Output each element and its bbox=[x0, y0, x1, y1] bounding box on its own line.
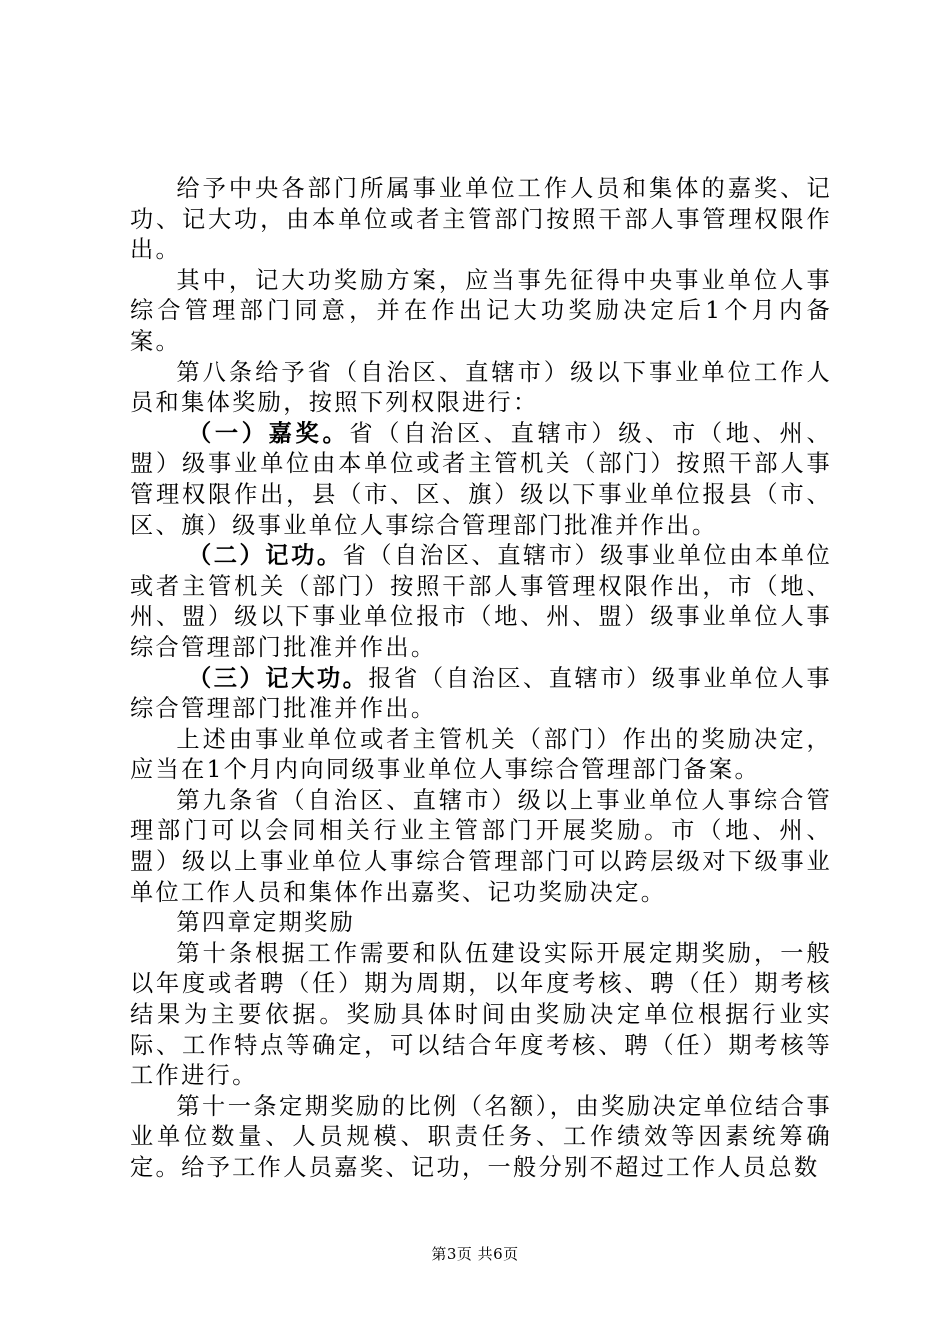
paragraph-2: 其中，记大功奖励方案，应当事先征得中央事业单位人事综合管理部门同意，并在作出记大功奖励决定后1个月内备案。 bbox=[130, 266, 832, 355]
item-1-heading: （一）嘉奖。 bbox=[188, 419, 350, 447]
paragraph-item-2 bbox=[130, 541, 832, 663]
paragraph-article-9: 第九条省（自治区、直辖市）级以上事业单位人事综合管理部门可以会同相关行业主管部门开展奖励。市（地、州、盟）级以上事业单位人事综合管理部门可以跨层级对下级事业单位工作人员和集体作出嘉奖、记功奖励决定。 bbox=[130, 786, 832, 906]
paragraph-item-3 bbox=[130, 664, 832, 725]
item-3-text: 报省（自治区、直辖市）级事业单位人事综合管理部门批准并作出。 bbox=[130, 664, 832, 723]
item-2-heading: （二）记功。 bbox=[188, 542, 343, 570]
page-footer bbox=[0, 1243, 950, 1264]
paragraph-article-10: 第十条根据工作需要和队伍建设实际开展定期奖励，一般以年度或者聘（任）期为周期，以年度考核、聘（任）期考核结果为主要依据。奖励具体时间由奖励决定单位根据行业实际、工作特点等确定，可以结合年度考核、聘（任）期考核等工作进行。 bbox=[130, 939, 832, 1090]
paragraph-article-11: 第十一条定期奖励的比例（名额），由奖励决定单位结合事业单位数量、人员规模、职责任务、工作绩效等因素统筹确定。给予工作人员嘉奖、记功，一般分别不超过工作人员总数 bbox=[130, 1092, 832, 1181]
paragraph-1: 给予中央各部门所属事业单位工作人员和集体的嘉奖、记功、记大功，由本单位或者主管部门按照干部人事管理权限作出。 bbox=[130, 175, 832, 264]
paragraph-item-1 bbox=[130, 419, 832, 541]
item-3-heading: （三）记大功。 bbox=[188, 664, 369, 692]
document-body bbox=[130, 174, 832, 1184]
page-number: 第3页 共6页 bbox=[431, 1245, 519, 1263]
chapter-heading: 第四章定期奖励 bbox=[176, 909, 356, 937]
item-1-text: 省（自治区、直辖市）级、市（地、州、盟）级事业单位由本单位或者主管机关（部门）按照干部人事管理权限作出，县（市、区、旗）级以下事业单位报县（市、区、旗）级事业单位人事综合管理部门批准并作出。 bbox=[130, 419, 832, 539]
paragraph-filing: 上述由事业单位或者主管机关（部门）作出的奖励决定，应当在1个月内向同级事业单位人事综合管理部门备案。 bbox=[130, 725, 832, 784]
paragraph-article-8: 第八条给予省（自治区、直辖市）级以下事业单位工作人员和集体奖励，按照下列权限进行： bbox=[130, 358, 832, 417]
item-2-text: 省（自治区、直辖市）级事业单位由本单位或者主管机关（部门）按照干部人事管理权限作出，市（地、州、盟）级以下事业单位报市（地、州、盟）级事业单位人事综合管理部门批准并作出。 bbox=[130, 542, 832, 661]
